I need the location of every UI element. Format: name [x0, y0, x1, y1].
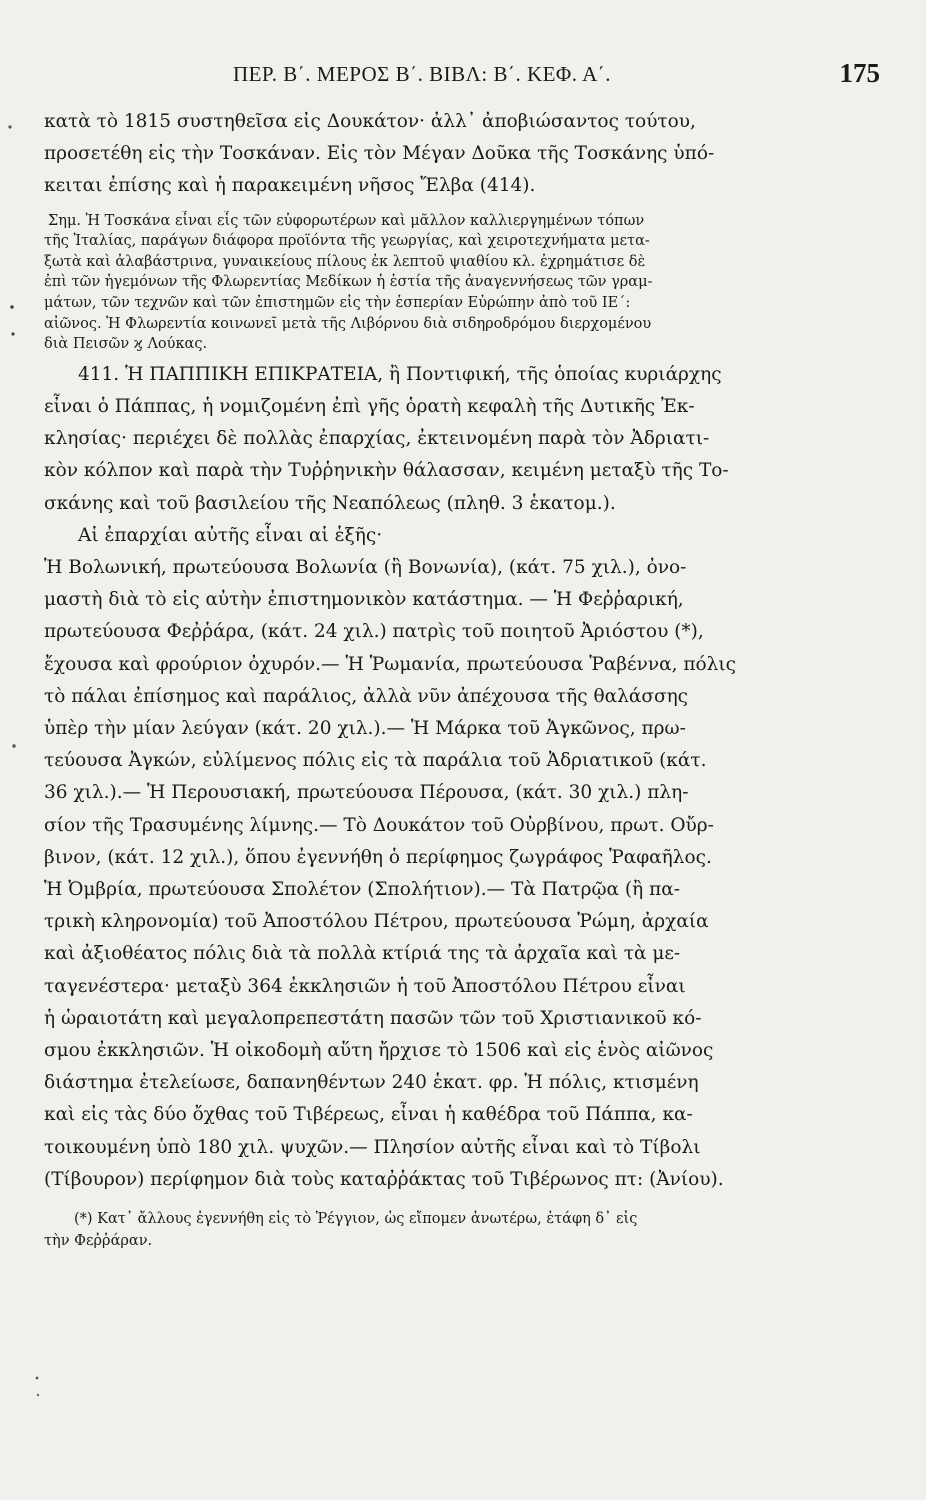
- text-line: ὑπὲρ τὴν μίαν λεύγαν (κάτ. 20 χιλ.).— Ἡ Μάρκα τοῦ Ἀγκῶνος, πρω-: [44, 718, 686, 739]
- text-line: ἔχουσα καὶ φρούριον ὀχυρόν.— Ἡ Ῥωμανία, πρωτεύουσα Ῥαβέννα, πόλις: [44, 653, 736, 675]
- text-line: ἡ ὡραιοτάτη καὶ μεγαλοπρεπεστάτη πασῶν τῶν τοῦ Χριστιανικοῦ κό-: [44, 1007, 702, 1029]
- text-line: ἐπὶ τῶν ἡγεμόνων τῆς Φλωρεντίας Μεδίκων ἡ ἑστία τῆς ἀναγεννήσεως τῶν γραμ-: [44, 274, 653, 291]
- text-line: καὶ ἀξιοθέατος πόλις διὰ τὰ πολλὰ κτίριά της τὰ ἀρχαῖα καὶ τὰ με-: [44, 943, 681, 965]
- text-line: τοικουμένη ὑπὸ 180 χιλ. ψυχῶν.— Πλησίον αὐτῆς εἶναι καὶ τὸ Τίβολι: [44, 1136, 701, 1158]
- text-line: ταγενέστερα· μεταξὺ 364 ἐκκλησιῶν ἡ τοῦ Ἀποστόλου Πέτρου εἶναι: [44, 975, 686, 997]
- text-line: ξωτὰ καὶ ἀλαβάστρινα, γυναικείους πίλους ἐκ λεπτοῦ ψιαθίου κλ. ἐχρημάτισε δὲ: [44, 253, 646, 270]
- footnote-line: τὴν Φεῤῥάραν.: [44, 1233, 153, 1250]
- text-line: αἰῶνος. Ἡ Φλωρεντία κοινωνεῖ μετὰ τῆς Λιβόρνου διὰ σιδηροδρόμου διερχομένου: [44, 315, 652, 332]
- text-line: Σημ. Ἡ Τοσκάνα εἶναι εἷς τῶν εὐφορωτέρων καὶ μᾶλλον καλλιεργημένων τόπων: [48, 212, 645, 229]
- text-line: σίον τῆς Τρασυμένης λίμνης.— Τὸ Δουκάτον τοῦ Οὐρβίνου, πρωτ. Οὔρ-: [44, 814, 714, 836]
- text-line: προσετέθη εἰς τὴν Τοσκάναν. Εἰς τὸν Μέγαν Δοῦκα τῆς Τοσκάνης ὑπό-: [44, 143, 715, 165]
- text-line: πρωτεύουσα Φεῤῥάρα, (κάτ. 24 χιλ.) πατρὶς τοῦ ποιητοῦ Ἀριόστου (*),: [44, 621, 704, 643]
- text-line: Ἡ Βολωνική, πρωτεύουσα Βολωνία (ἢ Βονωνία), (κάτ. 75 χιλ.), ὀνο-: [44, 556, 687, 578]
- section-heading-line: 411. Ἡ ΠΑΠΠΙΚΗ ΕΠΙΚΡΑΤΕΙΑ, ἢ Ποντιφική, τῆς ὁποίας κυριάρχης: [78, 363, 722, 385]
- footnote-line: (*) Κατ᾽ ἄλλους ἐγεννήθη εἰς τὸ Ῥέγγιον, ὡς εἴπομεν ἀνωτέρω, ἐτάφη δ᾽ εἰς: [74, 1211, 638, 1228]
- text-line: 36 χιλ.).— Ἡ Περουσιακή, πρωτεύουσα Πέρουσα, (κάτ. 30 χιλ.) πλη-: [44, 782, 689, 804]
- text-line: τεύουσα Ἀγκών, εὐλίμενος πόλις εἰς τὰ παράλια τοῦ Ἀδριατικοῦ (κάτ.: [44, 750, 707, 772]
- running-head: ΠΕΡ. Β΄. ΜΕΡΟΣ Β΄. ΒΙΒΛ: Β΄. ΚΕΦ. Α΄.: [232, 62, 612, 86]
- page-number: 175: [839, 58, 880, 88]
- text-line: διὰ Πεισῶν ϗ Λούκας.: [44, 336, 208, 353]
- text-line: τρικὴ κληρονομία) τοῦ Ἀποστόλου Πέτρου, πρωτεύουσα Ῥώμη, ἀρχαία: [44, 911, 709, 933]
- text-line: σμου ἐκκλησιῶν. Ἡ οἰκοδομὴ αὕτη ἤρχισε τὸ 1506 καὶ εἰς ἑνὸς αἰῶνος: [44, 1040, 714, 1062]
- text-line: βινον, (κάτ. 12 χιλ.), ὅπου ἐγεννήθη ὁ περίφημος ζωγράφος Ῥαφαῆλος.: [44, 846, 712, 868]
- text-line: καὶ εἰς τὰς δύο ὄχθας τοῦ Τιβέρεως, εἶναι ἡ καθέδρα τοῦ Πάππα, κα-: [44, 1104, 693, 1126]
- text-line: κὸν κόλπον καὶ παρὰ τὴν Τυῤῥηνικὴν θάλασσαν, κειμένη μεταξὺ τῆς Το-: [44, 460, 729, 482]
- text-line: μάτων, τῶν τεχνῶν καὶ τῶν ἐπιστημῶν εἰς τὴν ἑσπερίαν Εὐρώπην ἀπὸ τοῦ ΙΕ΄:: [44, 294, 631, 311]
- text-line: μαστὴ διὰ τὸ εἰς αὐτὴν ἐπιστημονικὸν κατάστημα. — Ἡ Φεῤῥαρική,: [44, 589, 684, 611]
- text-line: κατὰ τὸ 1815 συστηθεῖσα εἰς Δουκάτον· ἀλλ᾽ ἀποβιώσαντος τούτου,: [44, 111, 696, 132]
- text-line: κλησίας· περιέχει δὲ πολλὰς ἐπαρχίας, ἐκτεινομένη παρὰ τὸν Ἀδριατι-: [44, 428, 710, 450]
- text-line: τῆς Ἰταλίας, παράγων διάφορα προϊόντα τῆς γεωργίας, καὶ χειροτεχνήματα μετα-: [44, 233, 650, 250]
- text-line: (Τίβουρον) περίφημον διὰ τοὺς καταῤῥάκτας τοῦ Τιβέρωνος πτ: (Ἀνίου).: [44, 1168, 724, 1190]
- text-line: κειται ἐπίσης καὶ ἡ παρακειμένη νῆσος Ἔλβα (414).: [44, 175, 536, 197]
- text-line: σκάνης καὶ τοῦ βασιλείου τῆς Νεαπόλεως (πληθ. 3 ἑκατομ.).: [44, 492, 616, 514]
- text-line: εἶναι ὁ Πάππας, ἡ νομιζομένη ἐπὶ γῆς ὁρατὴ κεφαλὴ τῆς Δυτικῆς Ἐκ-: [44, 395, 695, 417]
- text-line: Αἱ ἐπαρχίαι αὐτῆς εἶναι αἱ ἑξῆς·: [78, 524, 383, 546]
- text-line: τὸ πάλαι ἐπίσημος καὶ παράλιος, ἀλλὰ νῦν ἀπέχουσα τῆς θαλάσσης: [44, 685, 689, 707]
- text-line: Ἡ Ὀμβρία, πρωτεύουσα Σπολέτον (Σπολήτιον).— Τὰ Πατρῷα (ἢ πα-: [44, 879, 681, 901]
- text-line: διάστημα ἐτελείωσε, δαπανηθέντων 240 ἑκατ. φρ. Ἡ πόλις, κτισμένη: [44, 1072, 699, 1094]
